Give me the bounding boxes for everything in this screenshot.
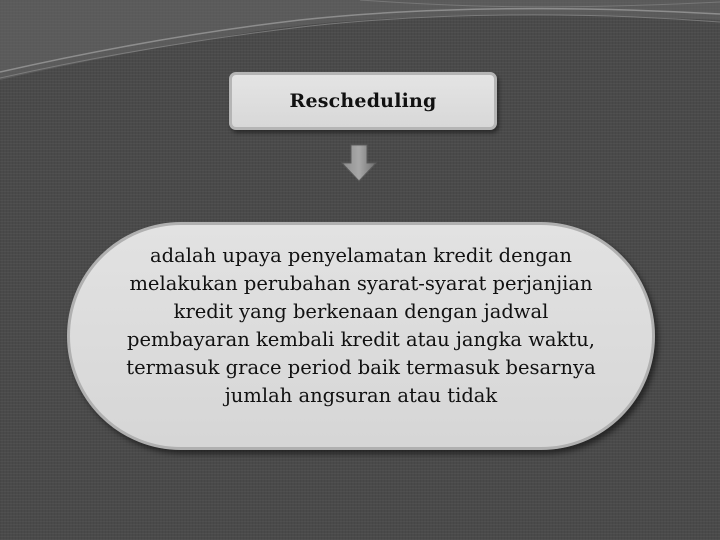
definition-text: adalah upaya penyelamatan kredit dengan melakukan perubahan syarat-syarat perjanjian kredit yang berkenaan dengan jadwal pembayaran kembali kredit atau jangka waktu, termasuk grace period baik termasuk besarnya jumlah angsuran atau tidak <box>126 244 596 407</box>
definition-box <box>67 222 655 450</box>
rescheduling-title: Rescheduling <box>289 90 437 112</box>
down-arrow-icon <box>339 143 379 183</box>
rescheduling-title-box <box>229 72 497 130</box>
